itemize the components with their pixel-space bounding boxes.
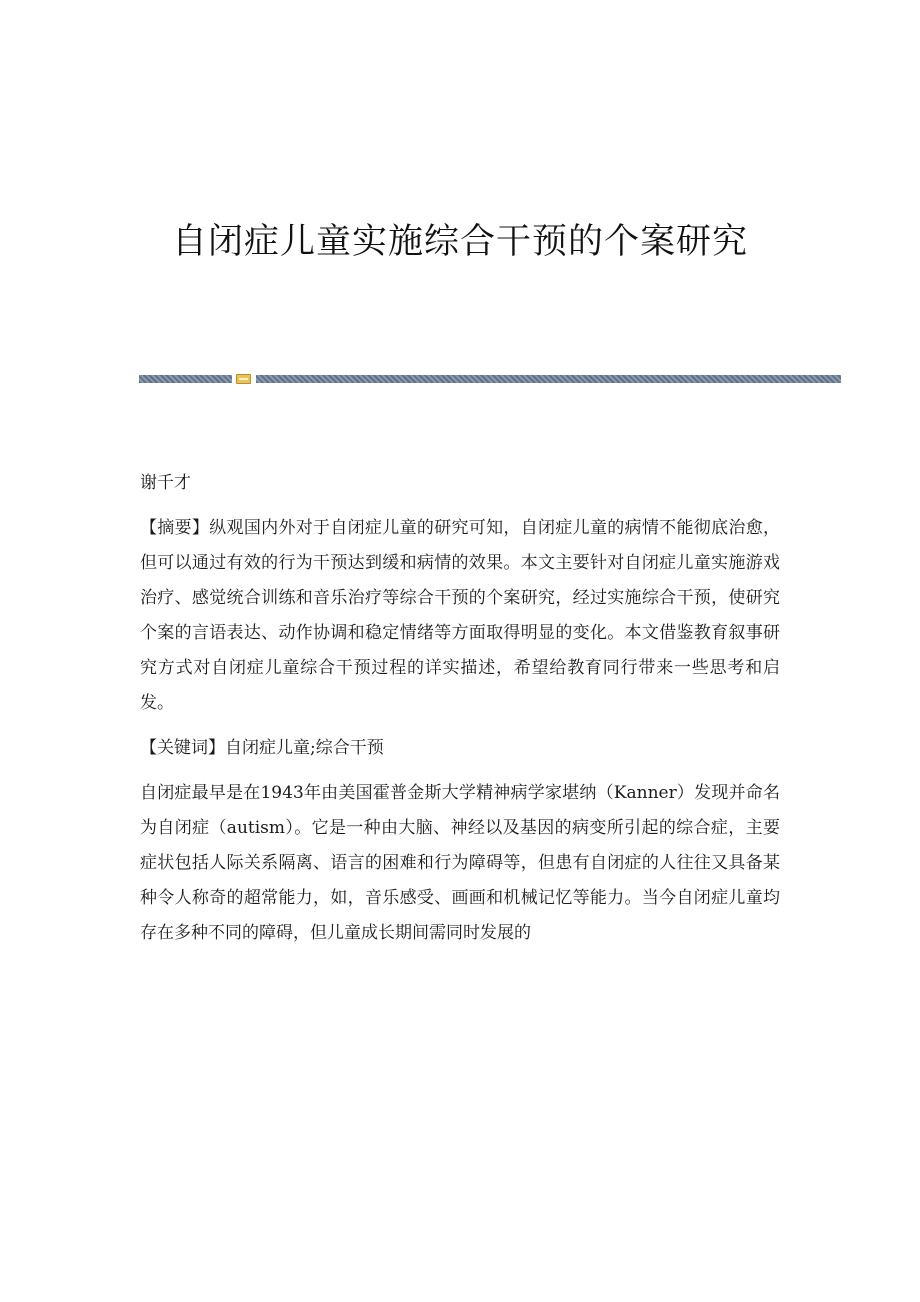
document-body [140,466,780,961]
divider-bar-right [256,375,841,383]
body-paragraph: 自闭症最早是在1943年由美国霍普金斯大学精神病学家堪纳（Kanner）发现并命名为自闭症（autism）。它是一种由大脑、神经以及基因的病变所引起的综合症，主要症状包括人际关系隔离、语言的困难和行为障碍等，但患有自闭症的人往往又具备某种令人称奇的超常能力，如，音乐感受、画画和机械记忆等能力。当今自闭症儿童均存在多种不同的障碍，但儿童成长期间需同时发展的 [140,783,780,943]
keywords-paragraph: 【关键词】自闭症儿童;综合干预 [140,738,384,758]
abstract-paragraph: 【摘要】纵观国内外对于自闭症儿童的研究可知，自闭症儿童的病情不能彻底治愈，但可以通过有效的行为干预达到缓和病情的效果。本文主要针对自闭症儿童实施游戏治疗、感觉统合训练和音乐治疗等综合干预的个案研究，经过实施综合干预，使研究个案的言语表达、动作协调和稳定情绪等方面取得明显的变化。本文借鉴教育叙事研究方式对自闭症儿童综合干预过程的详实描述，希望给教育同行带来一些思考和启发。 [140,518,780,713]
author-name: 谢千才 [140,473,191,493]
title-divider [139,374,841,384]
divider-bar-left [139,375,232,383]
divider-emblem-icon [236,374,251,384]
document-title: 自闭症儿童实施综合干预的个案研究 [171,222,748,262]
